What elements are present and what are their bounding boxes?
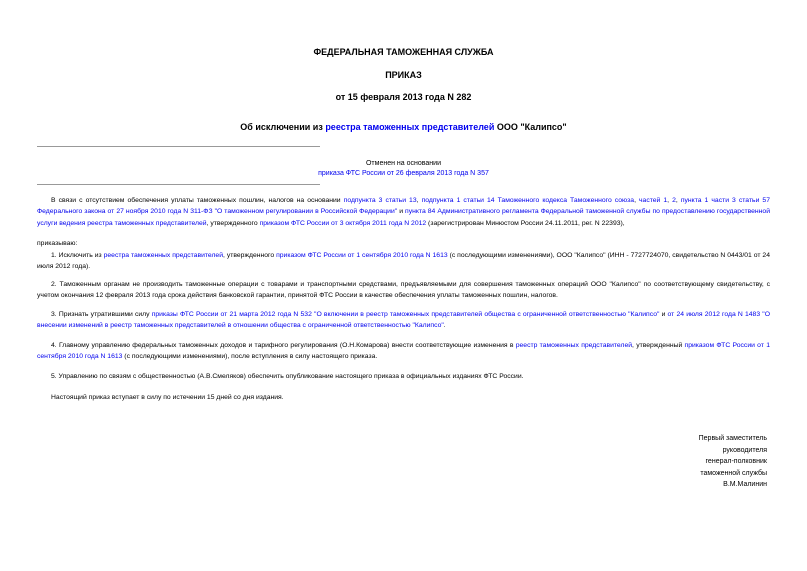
paragraph-5	[37, 371, 770, 382]
paragraph-text: 5. Управлению по связям с общественностью (А.В.Смеляков) обеспечить опубликование настоящего приказа в официальных изданиях ФТС России.	[51, 373, 524, 380]
cancel-note: Отменен на основании	[365, 160, 441, 167]
document-link[interactable]: приказом ФТС России от 3 октября 2011 года N 2012	[259, 219, 427, 227]
paragraph-text: , утвержденный	[632, 342, 685, 349]
paragraph-text: , утвержденного	[206, 219, 260, 227]
paragraph-text: (с последующими изменениями), после вступления в силу настоящего приказа.	[122, 353, 378, 361]
paragraph-text: ,	[416, 197, 422, 204]
order-word: приказываю:	[37, 240, 78, 247]
paragraph-text: ,	[634, 197, 639, 204]
document-link[interactable]: 2	[672, 197, 676, 204]
paragraph-text: (с последующими изменениями), ООО "Калипсо" (ИНН - 7727724070, свидетельство N 0443/01 от 24 июля 2012 года).	[37, 252, 770, 271]
document-link[interactable]: пункта 84 Административного регламента Федеральной таможенной службы по предоставлению государственной услуги ведения реестра таможенных представителей	[37, 208, 770, 227]
title-registry-link[interactable]: реестра таможенных представителей	[325, 122, 495, 132]
document-link[interactable]: пункта 1 части 3 статьи 57 Федерального закона от 27 ноября 2010 года N 311-ФЗ "О таможенном регулировании в Российской Федерации"	[37, 197, 770, 216]
paragraph-text: и	[397, 208, 406, 216]
paragraph-4	[37, 340, 770, 363]
paragraph-text: (зарегистрирован Минюстом России 24.11.2011, рег. N 22393),	[426, 219, 625, 227]
document-link[interactable]: реестра таможенных представителей	[103, 252, 224, 259]
paragraph-text: ,	[667, 197, 673, 204]
signature-line: руководителя	[722, 446, 767, 454]
document-link[interactable]: подпункта 1 статьи 14 Таможенного кодекса Таможенного союза	[421, 197, 635, 204]
paragraph-text: , утвержденного	[223, 252, 277, 259]
cancel-order-link[interactable]: приказа ФТС России от 26 февраля 2013 года N 357	[318, 170, 489, 177]
document-link[interactable]: приказы ФТС России от 21 марта 2012 года N 532 "О включении в реестр таможенных представителей общества с ограниченной ответственностью "Калипсо"	[151, 311, 660, 318]
doc-type: ПРИКАЗ	[385, 70, 422, 80]
doc-title	[0, 122, 807, 132]
paragraph-6	[37, 392, 770, 403]
paragraph-text: 4. Главному управлению федеральных таможенных доходов и тарифного регулирования (О.Н.Комарова) внести соответствующие изменения в	[51, 342, 516, 349]
signature-line: таможенной службы	[700, 469, 767, 477]
signature-line: генерал-полковник	[705, 458, 767, 466]
document-link[interactable]: приказом ФТС России от 1 сентября 2010 года N 1613	[276, 252, 448, 259]
paragraph-text: 1. Исключить из	[51, 252, 104, 259]
document-link[interactable]: от 24 июля 2012 года N 1483 "О внесении изменений в реестр таможенных представителей в отношении общества с ограниченной ответственностью "Калипсо"	[37, 311, 770, 330]
paragraph-text: Настоящий приказ вступает в силу по истечении 15 дней со дня издания.	[51, 394, 284, 401]
signature-line: Первый заместитель	[698, 435, 767, 442]
paragraph-text: 3. Признать утратившими силу	[51, 311, 152, 318]
signature-block	[699, 433, 767, 491]
divider-top	[37, 146, 320, 147]
document-link[interactable]: реестр таможенных представителей	[515, 342, 633, 349]
paragraph-3	[37, 309, 770, 332]
paragraph-text: и	[659, 311, 668, 318]
paragraph-intro	[37, 195, 770, 229]
paragraph-text: 2. Таможенным органам не производить таможенные операции с товарами и транспортными средствами, предъявляемыми для совершения таможенных операций ООО "Калипсо" по соответствующему свидетельству, с учетом окончания 12 февраля 2013 года срока действия банковской гарантии, принятой ФТС России в качестве обеспечения уплаты таможенных пошлин, налогов.	[37, 281, 770, 300]
paragraph-text: ,	[675, 197, 681, 204]
paragraph-2	[37, 279, 770, 302]
document-link[interactable]: подпункта 3 статьи 13	[343, 197, 417, 204]
paragraph-1	[37, 250, 770, 273]
signature-name: В.М.Малинин	[723, 481, 767, 489]
document-link[interactable]: приказом ФТС России от 1 сентября 2010 года N 1613	[37, 342, 770, 361]
paragraph-text: .	[443, 322, 446, 330]
title-suffix: ООО "Калипсо"	[494, 122, 567, 132]
document-link[interactable]: частей 1	[639, 197, 668, 204]
doc-date-number: от 15 февраля 2013 года N 282	[335, 92, 472, 102]
paragraph-text: В связи с отсутствием обеспечения уплаты таможенных пошлин, налогов на основании	[51, 197, 344, 204]
agency-name: ФЕДЕРАЛЬНАЯ ТАМОЖЕННАЯ СЛУЖБА	[313, 47, 494, 57]
divider-bottom	[37, 184, 320, 185]
title-prefix: Об исключении из	[240, 122, 326, 132]
